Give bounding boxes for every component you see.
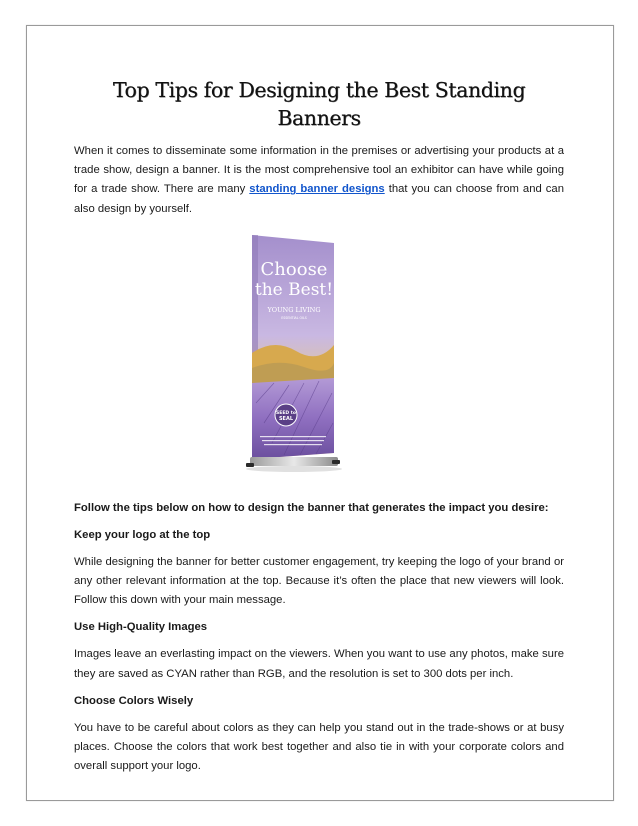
tip-body-images: Images leave an everlasting impact on the viewers. When you want to use any photos, make sure they are saved as CYAN rather than RGB, and the resolution is set to 300 dots per inch. <box>74 648 564 680</box>
seal-text-bottom: SEAL <box>278 415 294 422</box>
banner-stand-base <box>250 457 338 466</box>
page-title: Top Tips for Designing the Best Standing Banners <box>112 78 526 130</box>
banner-image <box>74 233 564 489</box>
intro-paragraph <box>74 142 564 219</box>
intro-text-end: that you can choose from and can also design by yourself. <box>74 183 564 215</box>
standing-banner-designs-link[interactable]: standing banner designs <box>249 183 385 196</box>
stand-foot-left <box>246 463 254 467</box>
document-page <box>26 25 614 801</box>
tips-intro: Follow the tips below on how to design the banner that generates the impact you desire: <box>74 501 549 514</box>
banner-brand-sub: ESSENTIAL OILS <box>281 315 307 320</box>
seal-text-top: SEED to <box>276 410 296 416</box>
tip-heading-images: Use High-Quality Images <box>74 621 208 634</box>
banner-headline-2: the Best! <box>254 279 334 300</box>
tip-heading-colors: Choose Colors Wisely <box>74 694 194 707</box>
intro-text: When it comes to disseminate some information in the premises or advertising your products at a trade show, design a banner. It is the most comprehensive tool an exhibitor can have while going for a trade show. There are many <box>74 145 564 196</box>
tip-heading-logo: Keep your logo at the top <box>74 528 211 541</box>
roll-up-banner-illustration <box>74 233 564 489</box>
tip-body-logo: While designing the banner for better customer engagement, try keeping the logo of your brand or any other relevant information at the top. Because it’s often the place that new viewers will look. Follow this down with your main message. <box>74 555 564 607</box>
banner-brand: YOUNG LIVING <box>267 305 321 314</box>
tip-body-colors: You have to be careful about colors as they can help you stand out in the trade-shows or at busy places. Choose the colors that work best together and also tie in with your corporate colors and overall support your logo. <box>74 721 564 773</box>
stand-foot-right <box>332 460 340 464</box>
document-content <box>74 76 564 776</box>
banner-headline-1: Choose <box>260 258 328 280</box>
